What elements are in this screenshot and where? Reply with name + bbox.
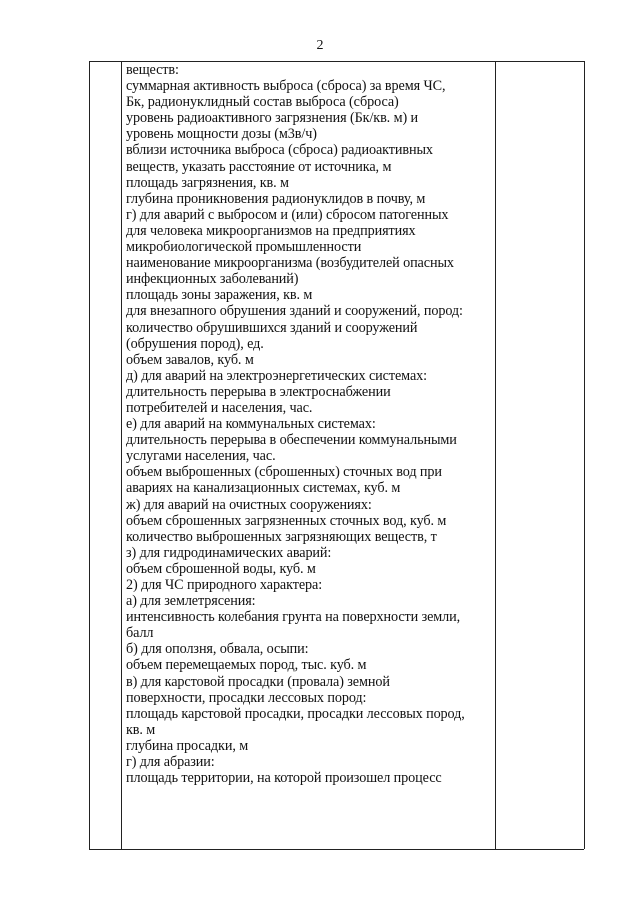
text-line: а) для землетрясения: [126,593,256,610]
text-line: услугами населения, час. [126,448,276,465]
text-line: е) для аварий на коммунальных системах: [126,416,376,433]
text-line: объем завалов, куб. м [126,351,254,368]
page-number: 2 [316,38,324,53]
text-line: в) для карстовой просадки (провала) земной [126,673,390,690]
text-line: з) для гидродинамических аварий: [126,544,332,561]
text-line: микробиологической промышленности [126,239,362,256]
text-line: количество обрушившихся зданий и сооружений [126,319,418,336]
text-line: балл [126,625,154,642]
text-line: авариях на канализационных системах, куб. м [126,480,401,497]
text-line: потребителей и населения, час. [126,399,313,416]
text-line: интенсивность колебания грунта на поверхности земли, [126,609,461,626]
text-line: объем сброшенной воды, куб. м [126,560,316,577]
text-line: площадь карстовой просадки, просадки лессовых пород, [126,705,465,722]
text-line: количество выброшенных загрязняющих веществ, т [126,528,437,545]
text-line: инфекционных заболеваний) [126,271,299,288]
text-line: длительность перерыва в электроснабжении [126,383,391,400]
text-line: вблизи источника выброса (сброса) радиоактивных [126,142,433,159]
text-line: веществ: [126,62,179,78]
text-line: глубина проникновения радионуклидов в почву, м [126,190,426,207]
text-line: объем выброшенных (сброшенных) сточных вод при [126,464,442,481]
text-line: наименование микроорганизма (возбудителей опасных [126,255,454,272]
text-line: площадь территории, на которой произошел процесс [126,770,442,787]
text-line: суммарная активность выброса (сброса) за время ЧС, [126,78,446,95]
text-line: г) для аварий с выбросом и (или) сбросом патогенных [126,206,449,223]
table-border-left [89,61,90,849]
text-line: уровень радиоактивного загрязнения (Бк/кв. м) и [126,110,419,127]
text-line: для человека микроорганизмов на предприятиях [126,222,416,239]
text-line: Бк, радионуклидный состав выброса (сброса) [126,94,399,111]
text-line: г) для абразии: [126,754,215,771]
text-line: кв. м [126,721,156,738]
text-line: уровень мощности дозы (м3в/ч) [126,126,317,143]
text-line: объем перемещаемых пород, тыс. куб. м [126,657,367,674]
text-line: (обрушения пород), ед. [126,335,264,352]
text-line: площадь загрязнения, кв. м [126,174,289,191]
text-line: 2) для ЧС природного характера: [126,577,323,593]
text-line: для внезапного обрушения зданий и сооружений, пород: [126,303,463,320]
table-text-cell [126,62,492,786]
text-line: длительность перерыва в обеспечении коммунальными [126,432,457,449]
text-line: б) для оползня, обвала, осыпи: [126,641,309,658]
table-border-right [584,61,585,849]
text-line: объем сброшенных загрязненных сточных вод, куб. м [126,512,447,529]
table-column-divider-2 [495,61,496,849]
text-line: поверхности, просадки лессовых пород: [126,689,367,706]
text-line: веществ, указать расстояние от источника, м [126,158,392,175]
text-line: д) для аварий на электроэнергетических системах: [126,367,427,384]
text-line: площадь зоны заражения, кв. м [126,287,313,304]
table-column-divider-1 [121,61,122,849]
text-line: глубина просадки, м [126,737,249,754]
text-line: ж) для аварий на очистных сооружениях: [126,496,372,513]
